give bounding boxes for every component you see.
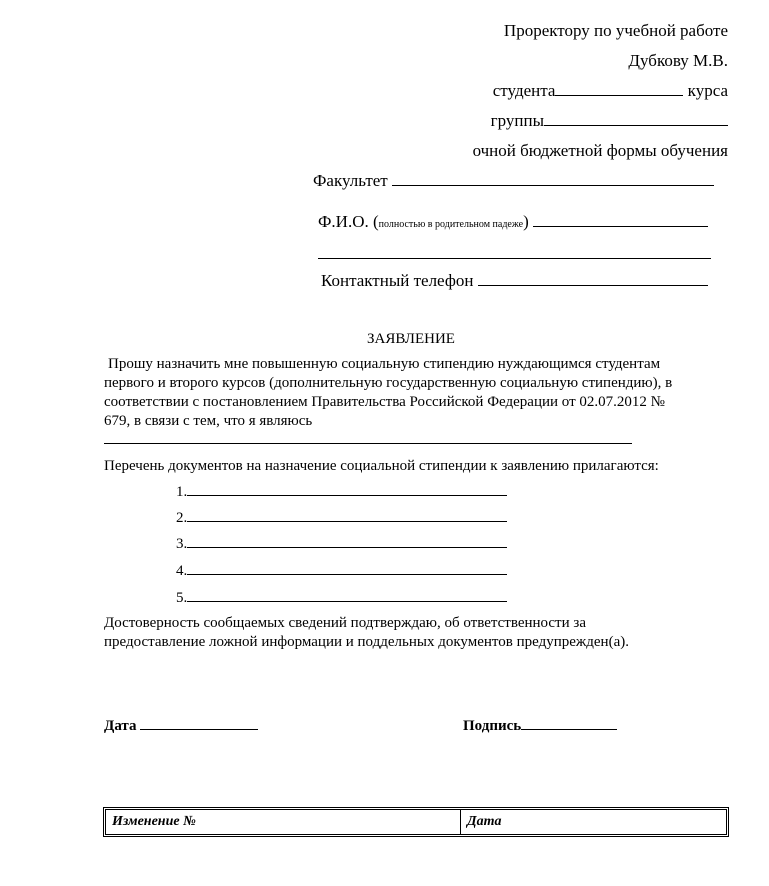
fio-field[interactable] (533, 226, 708, 227)
document-item-1 (176, 484, 507, 501)
request-line-1: Прошу назначить мне повышенную социальную стипендию нуждающимся студентам (108, 356, 661, 372)
group-row (491, 111, 728, 131)
phone-row (321, 271, 708, 291)
document-item-3 (176, 536, 507, 553)
group-field[interactable] (544, 125, 728, 126)
signature-row (463, 718, 617, 735)
document-item-number: 4. (176, 563, 188, 579)
document-item-number: 3. (176, 536, 188, 552)
document-item-field[interactable] (187, 601, 507, 602)
study-form: очной бюджетной формы обучения (472, 141, 728, 160)
phone-label: Контактный телефон (321, 271, 474, 290)
signature-field[interactable] (521, 729, 617, 730)
document-item-number: 2. (176, 510, 188, 526)
fio-note: полностью в родительном падеже (378, 219, 524, 230)
date-row (104, 718, 258, 735)
revision-table-row (106, 810, 726, 834)
student-field[interactable] (555, 95, 683, 96)
fio-note-close: ) (523, 212, 529, 231)
document-item-field[interactable] (187, 495, 507, 496)
group-label: группы (490, 111, 544, 130)
request-line-3: соответствии с постановлением Правительства Российской Федерации от 02.07.2012 № (104, 394, 665, 410)
faculty-field[interactable] (392, 185, 714, 186)
fio-field-continuation[interactable] (318, 258, 711, 259)
revision-number-cell: Изменение № (106, 810, 461, 834)
request-line-2: первого и второго курсов (дополнительную государственную социальную стипендию), в (104, 375, 673, 391)
fio-label: Ф.И.О. (318, 212, 369, 231)
document-title: ЗАЯВЛЕНИЕ (367, 331, 455, 347)
signature-label: Подпись (463, 718, 522, 734)
date-label: Дата (104, 718, 137, 734)
fio-row (318, 212, 708, 232)
document-item-2 (176, 510, 507, 527)
documents-heading: Перечень документов на назначение социальной стипендии к заявлению прилагаются: (104, 458, 659, 474)
document-item-field[interactable] (187, 547, 507, 548)
addressee-position: Проректору по учебной работе (503, 21, 728, 40)
confirmation-line-1: Достоверность сообщаемых сведений подтверждаю, об ответственности за (104, 615, 586, 631)
student-label: студента (492, 81, 556, 100)
faculty-row (313, 171, 714, 191)
document-item-field[interactable] (187, 574, 507, 575)
document-item-4 (176, 563, 507, 580)
date-field[interactable] (140, 729, 258, 730)
request-line-4: 679, в связи с тем, что я являюсь (104, 413, 313, 429)
student-course-row (493, 81, 728, 101)
fio-note-open: ( (372, 212, 379, 231)
course-label: курса (687, 81, 728, 100)
confirmation-line-2: предоставление ложной информации и поддельных документов предупрежден(а). (104, 634, 629, 650)
document-item-number: 1. (176, 484, 188, 500)
revision-date-cell: Дата (467, 814, 502, 829)
document-item-number: 5. (176, 590, 188, 606)
faculty-label: Факультет (313, 171, 388, 190)
phone-field[interactable] (478, 285, 708, 286)
document-item-field[interactable] (187, 521, 507, 522)
document-item-5 (176, 590, 507, 607)
request-reason-field[interactable] (104, 443, 632, 444)
addressee-name: Дубкову М.В. (628, 51, 728, 70)
revision-table (103, 807, 729, 837)
